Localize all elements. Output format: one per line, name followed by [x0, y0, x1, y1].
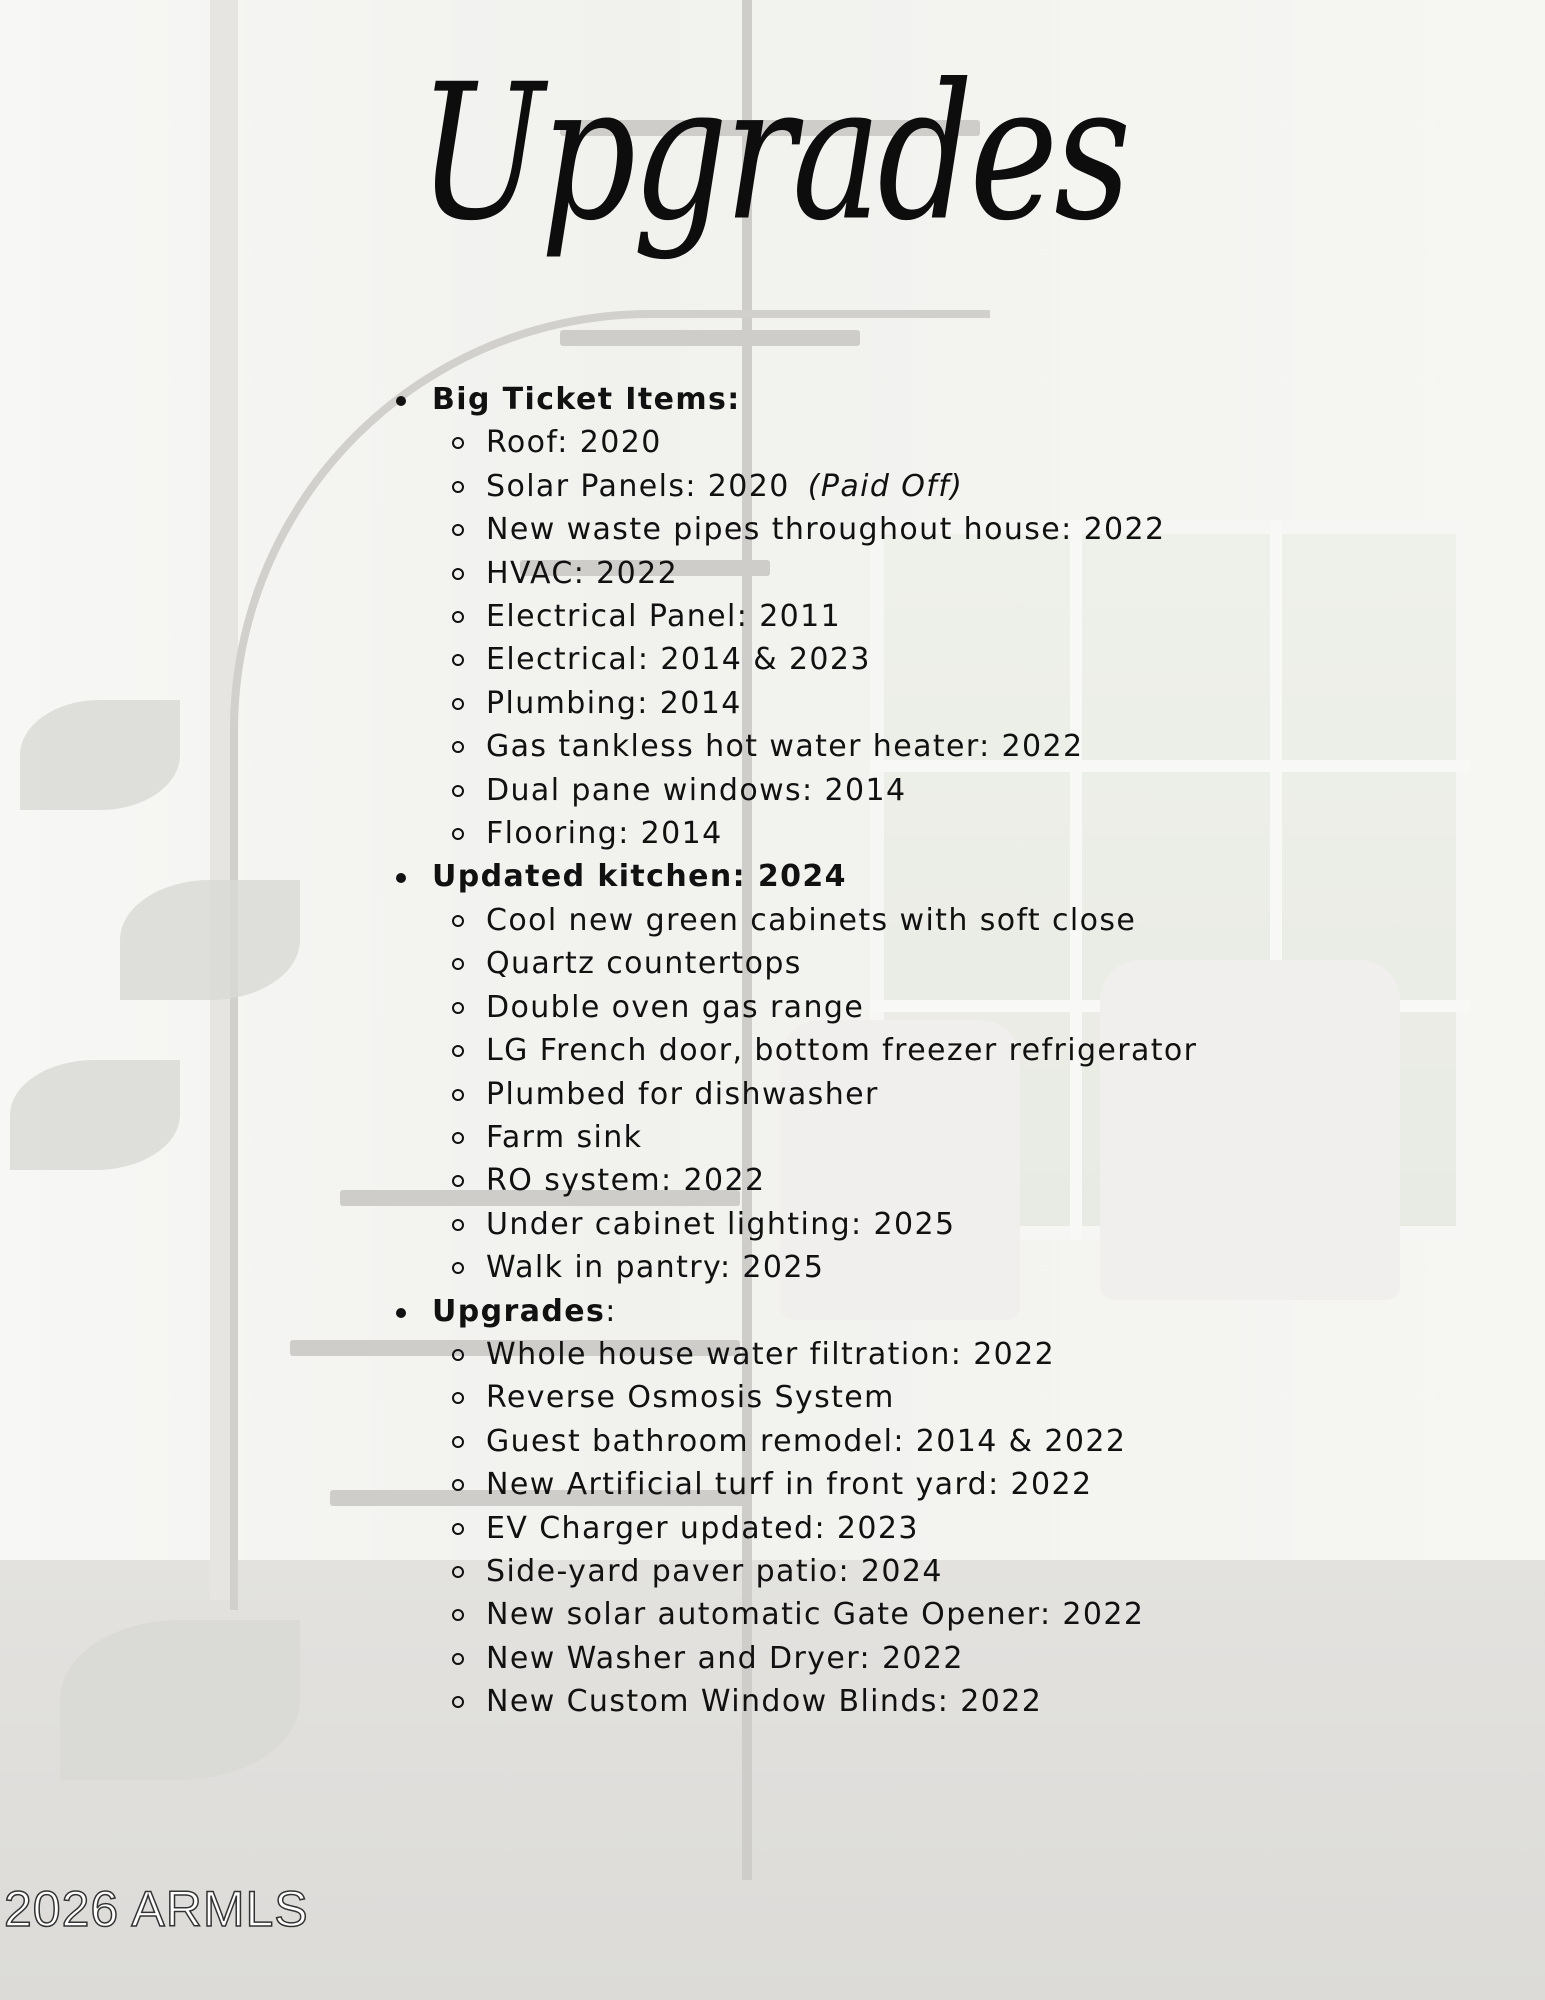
- plant-leaf: [10, 1060, 180, 1170]
- list-item-text: New Washer and Dryer: 2022: [486, 1640, 964, 1676]
- circle-bullet-icon: [452, 698, 464, 710]
- circle-bullet-icon: [452, 481, 464, 493]
- bullet-icon: [396, 873, 406, 883]
- plant-leaf: [60, 1620, 300, 1780]
- plant-leaf: [120, 880, 300, 1000]
- circle-bullet-icon: [452, 1523, 464, 1535]
- upgrades-list: [392, 378, 1392, 1724]
- section-heading-text: Updated kitchen: 2024: [432, 859, 847, 895]
- circle-bullet-icon: [452, 611, 464, 623]
- list-item: [392, 1507, 1392, 1550]
- circle-bullet-icon: [452, 1653, 464, 1665]
- list-item: [392, 1333, 1392, 1376]
- section: [392, 378, 1392, 855]
- list-item: [392, 1203, 1392, 1246]
- bullet-icon: [396, 1308, 406, 1318]
- circle-bullet-icon: [452, 1089, 464, 1101]
- list-item-text: New waste pipes throughout house: 2022: [486, 512, 1166, 548]
- list-item-text: Flooring: 2014: [486, 816, 723, 852]
- list-item: [392, 1463, 1392, 1506]
- section: [392, 855, 1392, 1289]
- list-item: [392, 769, 1392, 812]
- list-item-text: Dual pane windows: 2014: [486, 772, 907, 808]
- circle-bullet-icon: [452, 1566, 464, 1578]
- list-item: [392, 1637, 1392, 1680]
- circle-bullet-icon: [452, 1132, 464, 1144]
- list-item-text: Guest bathroom remodel: 2014 & 2022: [486, 1423, 1127, 1459]
- circle-bullet-icon: [452, 654, 464, 666]
- circle-bullet-icon: [452, 568, 464, 580]
- circle-bullet-icon: [452, 1696, 464, 1708]
- list-item-text: Under cabinet lighting: 2025: [486, 1206, 956, 1242]
- stair-step: [560, 330, 860, 346]
- circle-bullet-icon: [452, 1609, 464, 1621]
- list-item-text: LG French door, bottom freezer refrigerator: [486, 1033, 1198, 1069]
- list-item: [392, 942, 1392, 985]
- section-heading: [392, 378, 1392, 421]
- circle-bullet-icon: [452, 524, 464, 536]
- circle-bullet-icon: [452, 1262, 464, 1274]
- circle-bullet-icon: [452, 741, 464, 753]
- list-item: [392, 421, 1392, 464]
- list-item-text: Electrical: 2014 & 2023: [486, 642, 871, 678]
- list-item: [392, 986, 1392, 1029]
- list-item: [392, 1680, 1392, 1723]
- circle-bullet-icon: [452, 437, 464, 449]
- list-item-text: Double oven gas range: [486, 989, 865, 1025]
- list-item-text: EV Charger updated: 2023: [486, 1510, 919, 1546]
- list-item: [392, 1376, 1392, 1419]
- plant-leaf: [20, 700, 180, 810]
- list-item: [392, 725, 1392, 768]
- list-item-text: New solar automatic Gate Opener: 2022: [486, 1597, 1145, 1633]
- list-item: [392, 1593, 1392, 1636]
- circle-bullet-icon: [452, 1479, 464, 1491]
- circle-bullet-icon: [452, 1436, 464, 1448]
- list-item: [392, 465, 1392, 508]
- list-item-text: Solar Panels: 2020: [486, 468, 790, 504]
- circle-bullet-icon: [452, 1349, 464, 1361]
- list-item: [392, 508, 1392, 551]
- list-item-text: Quartz countertops: [486, 946, 802, 982]
- list-item-text: Roof: 2020: [486, 425, 662, 461]
- list-item-text: RO system: 2022: [486, 1163, 766, 1199]
- list-item-text: Plumbing: 2014: [486, 685, 742, 721]
- watermark: 2026 ARMLS: [4, 1881, 309, 1937]
- list-item: [392, 552, 1392, 595]
- list-item-text: HVAC: 2022: [486, 555, 679, 591]
- list-item-text: Reverse Osmosis System: [486, 1380, 895, 1416]
- list-item-text: Gas tankless hot water heater: 2022: [486, 729, 1084, 765]
- page-title: Upgrades: [417, 45, 1128, 263]
- list-item-text: Farm sink: [486, 1119, 643, 1155]
- list-item: [392, 812, 1392, 855]
- bullet-icon: [396, 396, 406, 406]
- list-item-text: Whole house water filtration: 2022: [486, 1336, 1056, 1372]
- list-item: [392, 1159, 1392, 1202]
- list-item-note: (Paid Off): [807, 468, 964, 504]
- list-item: [392, 1246, 1392, 1289]
- section-heading-text: Upgrades: [432, 1293, 606, 1329]
- circle-bullet-icon: [452, 1002, 464, 1014]
- list-item: [392, 899, 1392, 942]
- section: [392, 1290, 1392, 1724]
- section-heading-suffix: :: [605, 1293, 617, 1329]
- list-item-text: Side-yard paver patio: 2024: [486, 1553, 943, 1589]
- list-item: [392, 682, 1392, 725]
- list-item-text: New Custom Window Blinds: 2022: [486, 1684, 1043, 1720]
- list-item-text: New Artificial turf in front yard: 2022: [486, 1467, 1093, 1503]
- list-item-text: Electrical Panel: 2011: [486, 599, 842, 635]
- circle-bullet-icon: [452, 1219, 464, 1231]
- list-item-text: Cool new green cabinets with soft close: [486, 902, 1137, 938]
- section-heading: [392, 855, 1392, 898]
- list-item-text: Walk in pantry: 2025: [486, 1250, 825, 1286]
- circle-bullet-icon: [452, 1045, 464, 1057]
- circle-bullet-icon: [452, 958, 464, 970]
- circle-bullet-icon: [452, 785, 464, 797]
- list-item-text: Plumbed for dishwasher: [486, 1076, 879, 1112]
- list-item: [392, 1420, 1392, 1463]
- circle-bullet-icon: [452, 1392, 464, 1404]
- section-heading-text: Big Ticket Items:: [432, 382, 741, 417]
- circle-bullet-icon: [452, 828, 464, 840]
- list-item: [392, 638, 1392, 681]
- list-item: [392, 1029, 1392, 1072]
- circle-bullet-icon: [452, 915, 464, 927]
- list-item: [392, 1550, 1392, 1593]
- circle-bullet-icon: [452, 1175, 464, 1187]
- list-item: [392, 595, 1392, 638]
- section-heading: [392, 1290, 1392, 1333]
- list-item: [392, 1116, 1392, 1159]
- list-item: [392, 1073, 1392, 1116]
